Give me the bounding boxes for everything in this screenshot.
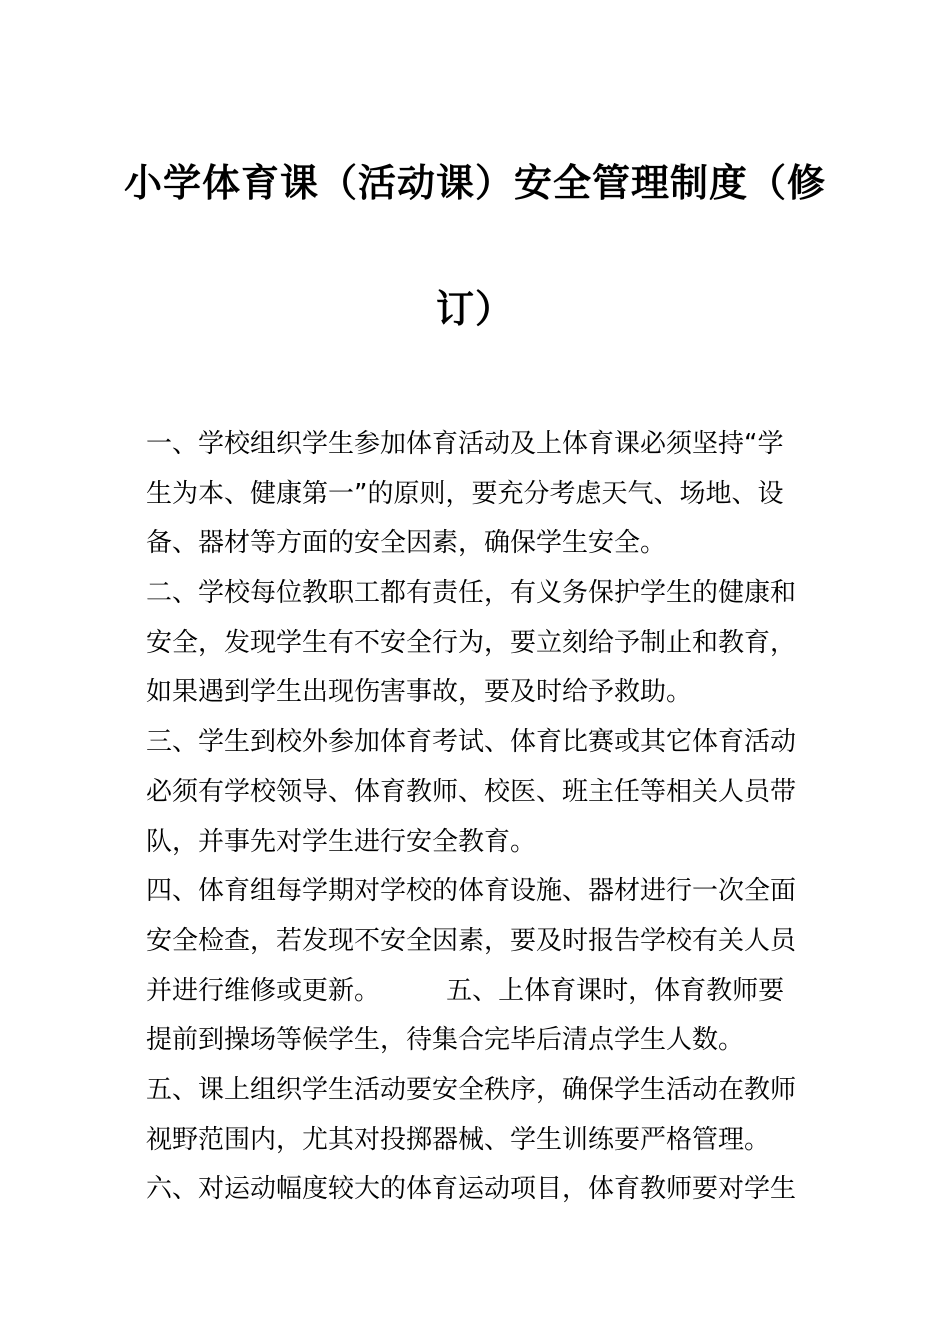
body-line: 五、课上组织学生活动要安全秩序，确保学生活动在教师 — [146, 1074, 797, 1105]
body-line: 并进行维修或更新。 五、上体育课时，体育教师要 — [146, 975, 785, 1006]
body-line: 四、体育组每学期对学校的体育设施、器材进行一次全面 — [146, 876, 797, 907]
body-line: 二、学校每位教职工都有责任，有义务保护学生的健康和 — [146, 578, 797, 609]
document-title-line-2: 订） — [435, 287, 514, 331]
document-body — [146, 420, 810, 1215]
body-line: 生为本、健康第一”的原则，要充分考虑天气、场地、设 — [146, 478, 784, 509]
body-line: 必须有学校领导、体育教师、校医、班主任等相关人员带 — [146, 776, 797, 807]
body-line: 队，并事先对学生进行安全教育。 — [146, 826, 537, 857]
body-line: 备、器材等方面的安全因素，确保学生安全。 — [146, 528, 667, 559]
body-line: 视野范围内，尤其对投掷器械、学生训练要严格管理。 — [146, 1124, 771, 1155]
body-line: 六、对运动幅度较大的体育运动项目，体育教师要对学生 — [146, 1174, 797, 1205]
body-line: 如果遇到学生出现伤害事故，要及时给予救助。 — [146, 677, 693, 708]
body-line: 安全检查，若发现不安全因素，要及时报告学校有关人员 — [146, 925, 797, 956]
body-line: 三、学生到校外参加体育考试、体育比赛或其它体育活动 — [146, 727, 797, 758]
document-title-line-1: 小学体育课（活动课）安全管理制度（修 — [123, 161, 826, 205]
body-line: 一、学校组织学生参加体育活动及上体育课必须坚持“学 — [146, 429, 784, 459]
body-line: 安全，发现学生有不安全行为，要立刻给予制止和教育， — [146, 627, 797, 658]
body-line: 提前到操场等候学生，待集合完毕后清点学生人数。 — [146, 1025, 745, 1056]
